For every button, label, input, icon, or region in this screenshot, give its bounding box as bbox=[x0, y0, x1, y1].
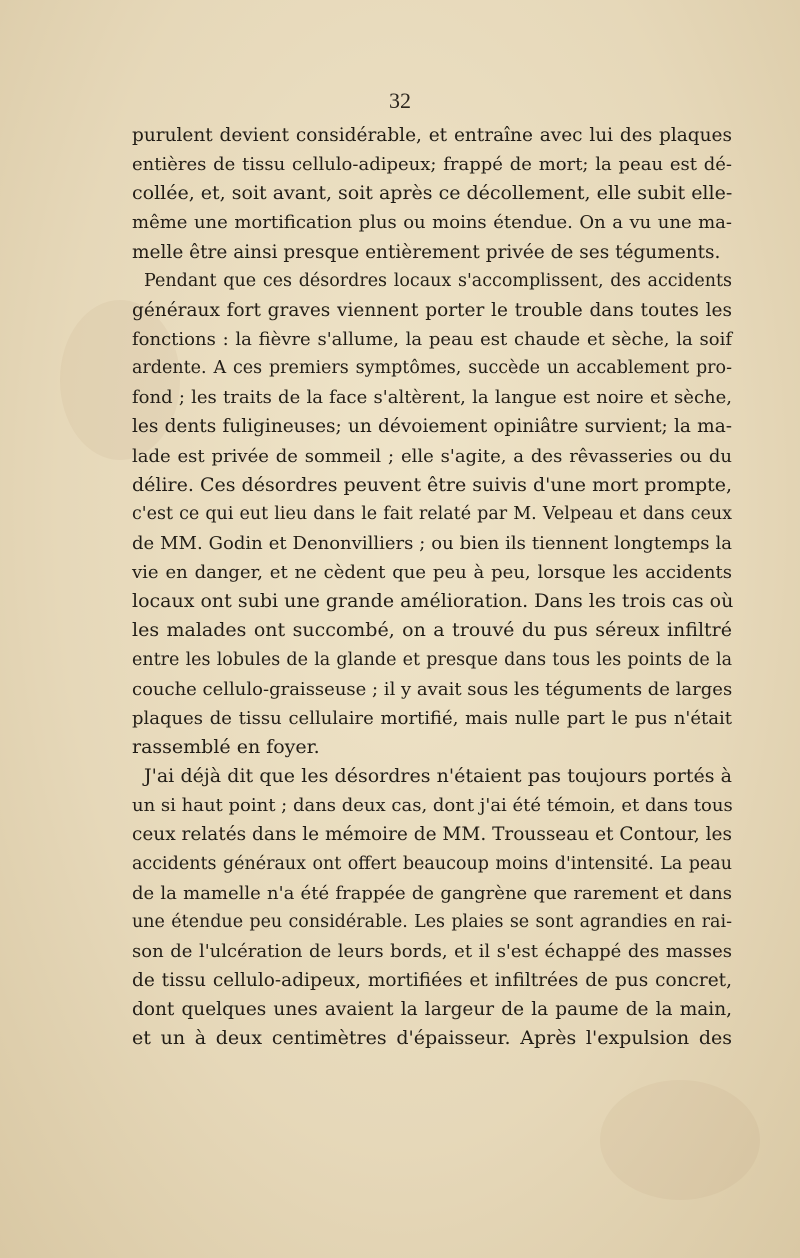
text-line: vie en danger, et ne cèdent que peu à peu, lorsque les accidents bbox=[132, 562, 732, 584]
body-text bbox=[132, 121, 732, 1054]
text-line: ceux relatés dans le mémoire de MM. Trousseau et Contour, les bbox=[132, 824, 732, 846]
text-line: lade est privée de sommeil ; elle s'agite, a des rêvasseries ou du bbox=[132, 445, 732, 467]
text-line: une étendue peu considérable. Les plaies se sont agrandies en rai- bbox=[132, 911, 732, 932]
paper-stain bbox=[600, 1080, 760, 1200]
text-line: fonctions : la fièvre s'allume, la peau est chaude et sèche, la soif bbox=[132, 328, 732, 350]
text-line: rassemblé en foyer. bbox=[132, 735, 320, 758]
text-line: les malades ont succombé, on a trouvé du pus séreux infiltré bbox=[132, 619, 732, 642]
text-line: entre les lobules de la glande et presque dans tous les points de la bbox=[132, 649, 732, 670]
text-line: délire. Ces désordres peuvent être suivis d'une mort prompte, bbox=[132, 473, 733, 496]
text-line: généraux fort graves viennent porter le trouble dans toutes les bbox=[132, 299, 732, 321]
text-line: c'est ce qui eut lieu dans le fait relaté par M. Velpeau et dans ceux bbox=[132, 503, 732, 524]
text-line: entières de tissu cellulo-adipeux; frappé de mort; la peau est dé- bbox=[132, 154, 732, 176]
text-line: son de l'ulcération de leurs bords, et il s'est échappé des masses bbox=[132, 940, 732, 962]
text-line: de la mamelle n'a été frappée de gangrène que rarement et dans bbox=[132, 882, 732, 904]
text-line: J'ai déjà dit que les désordres n'étaient pas toujours portés à bbox=[144, 765, 732, 788]
text-line: ardente. A ces premiers symptômes, succède un accablement pro- bbox=[132, 358, 732, 379]
page-number: 32 bbox=[389, 88, 411, 113]
text-line: couche cellulo-graisseuse ; il y avait sous les téguments de larges bbox=[132, 678, 733, 700]
text-line: purulent devient considérable, et entraîne avec lui des plaques bbox=[132, 125, 732, 146]
text-line: de MM. Godin et Denonvilliers ; ou bien ils tiennent longtemps la bbox=[132, 532, 732, 554]
text-line: dont quelques unes avaient la largeur de la paume de la main, bbox=[132, 999, 732, 1021]
text-line: de tissu cellulo-adipeux, mortifiées et infiltrées de pus concret, bbox=[132, 970, 732, 992]
text-line: melle être ainsi presque entièrement privée de ses téguments. bbox=[132, 241, 721, 263]
text-line: les dents fuligineuses; un dévoiement opiniâtre survient; la ma- bbox=[132, 416, 732, 438]
text-line: collée, et, soit avant, soit après ce décollement, elle subit elle- bbox=[132, 182, 733, 205]
text-line: Pendant que ces désordres locaux s'accomplissent, des accidents bbox=[144, 270, 732, 291]
text-line: plaques de tissu cellulaire mortifié, mais nulle part le pus n'était bbox=[132, 707, 732, 729]
text-line: et un à deux centimètres d'épaisseur. Après l'expulsion des bbox=[132, 1027, 732, 1050]
text-line: un si haut point ; dans deux cas, dont j'ai été témoin, et dans tous bbox=[132, 795, 733, 817]
text-line: fond ; les traits de la face s'altèrent, la langue est noire et sèche, bbox=[132, 387, 732, 409]
text-line: locaux ont subi une grande amélioration. Dans les trois cas où bbox=[132, 590, 734, 613]
text-line: même une mortification plus ou moins étendue. On a vu une ma- bbox=[132, 212, 732, 234]
text-line: accidents généraux ont offert beaucoup moins d'intensité. La peau bbox=[132, 853, 732, 874]
